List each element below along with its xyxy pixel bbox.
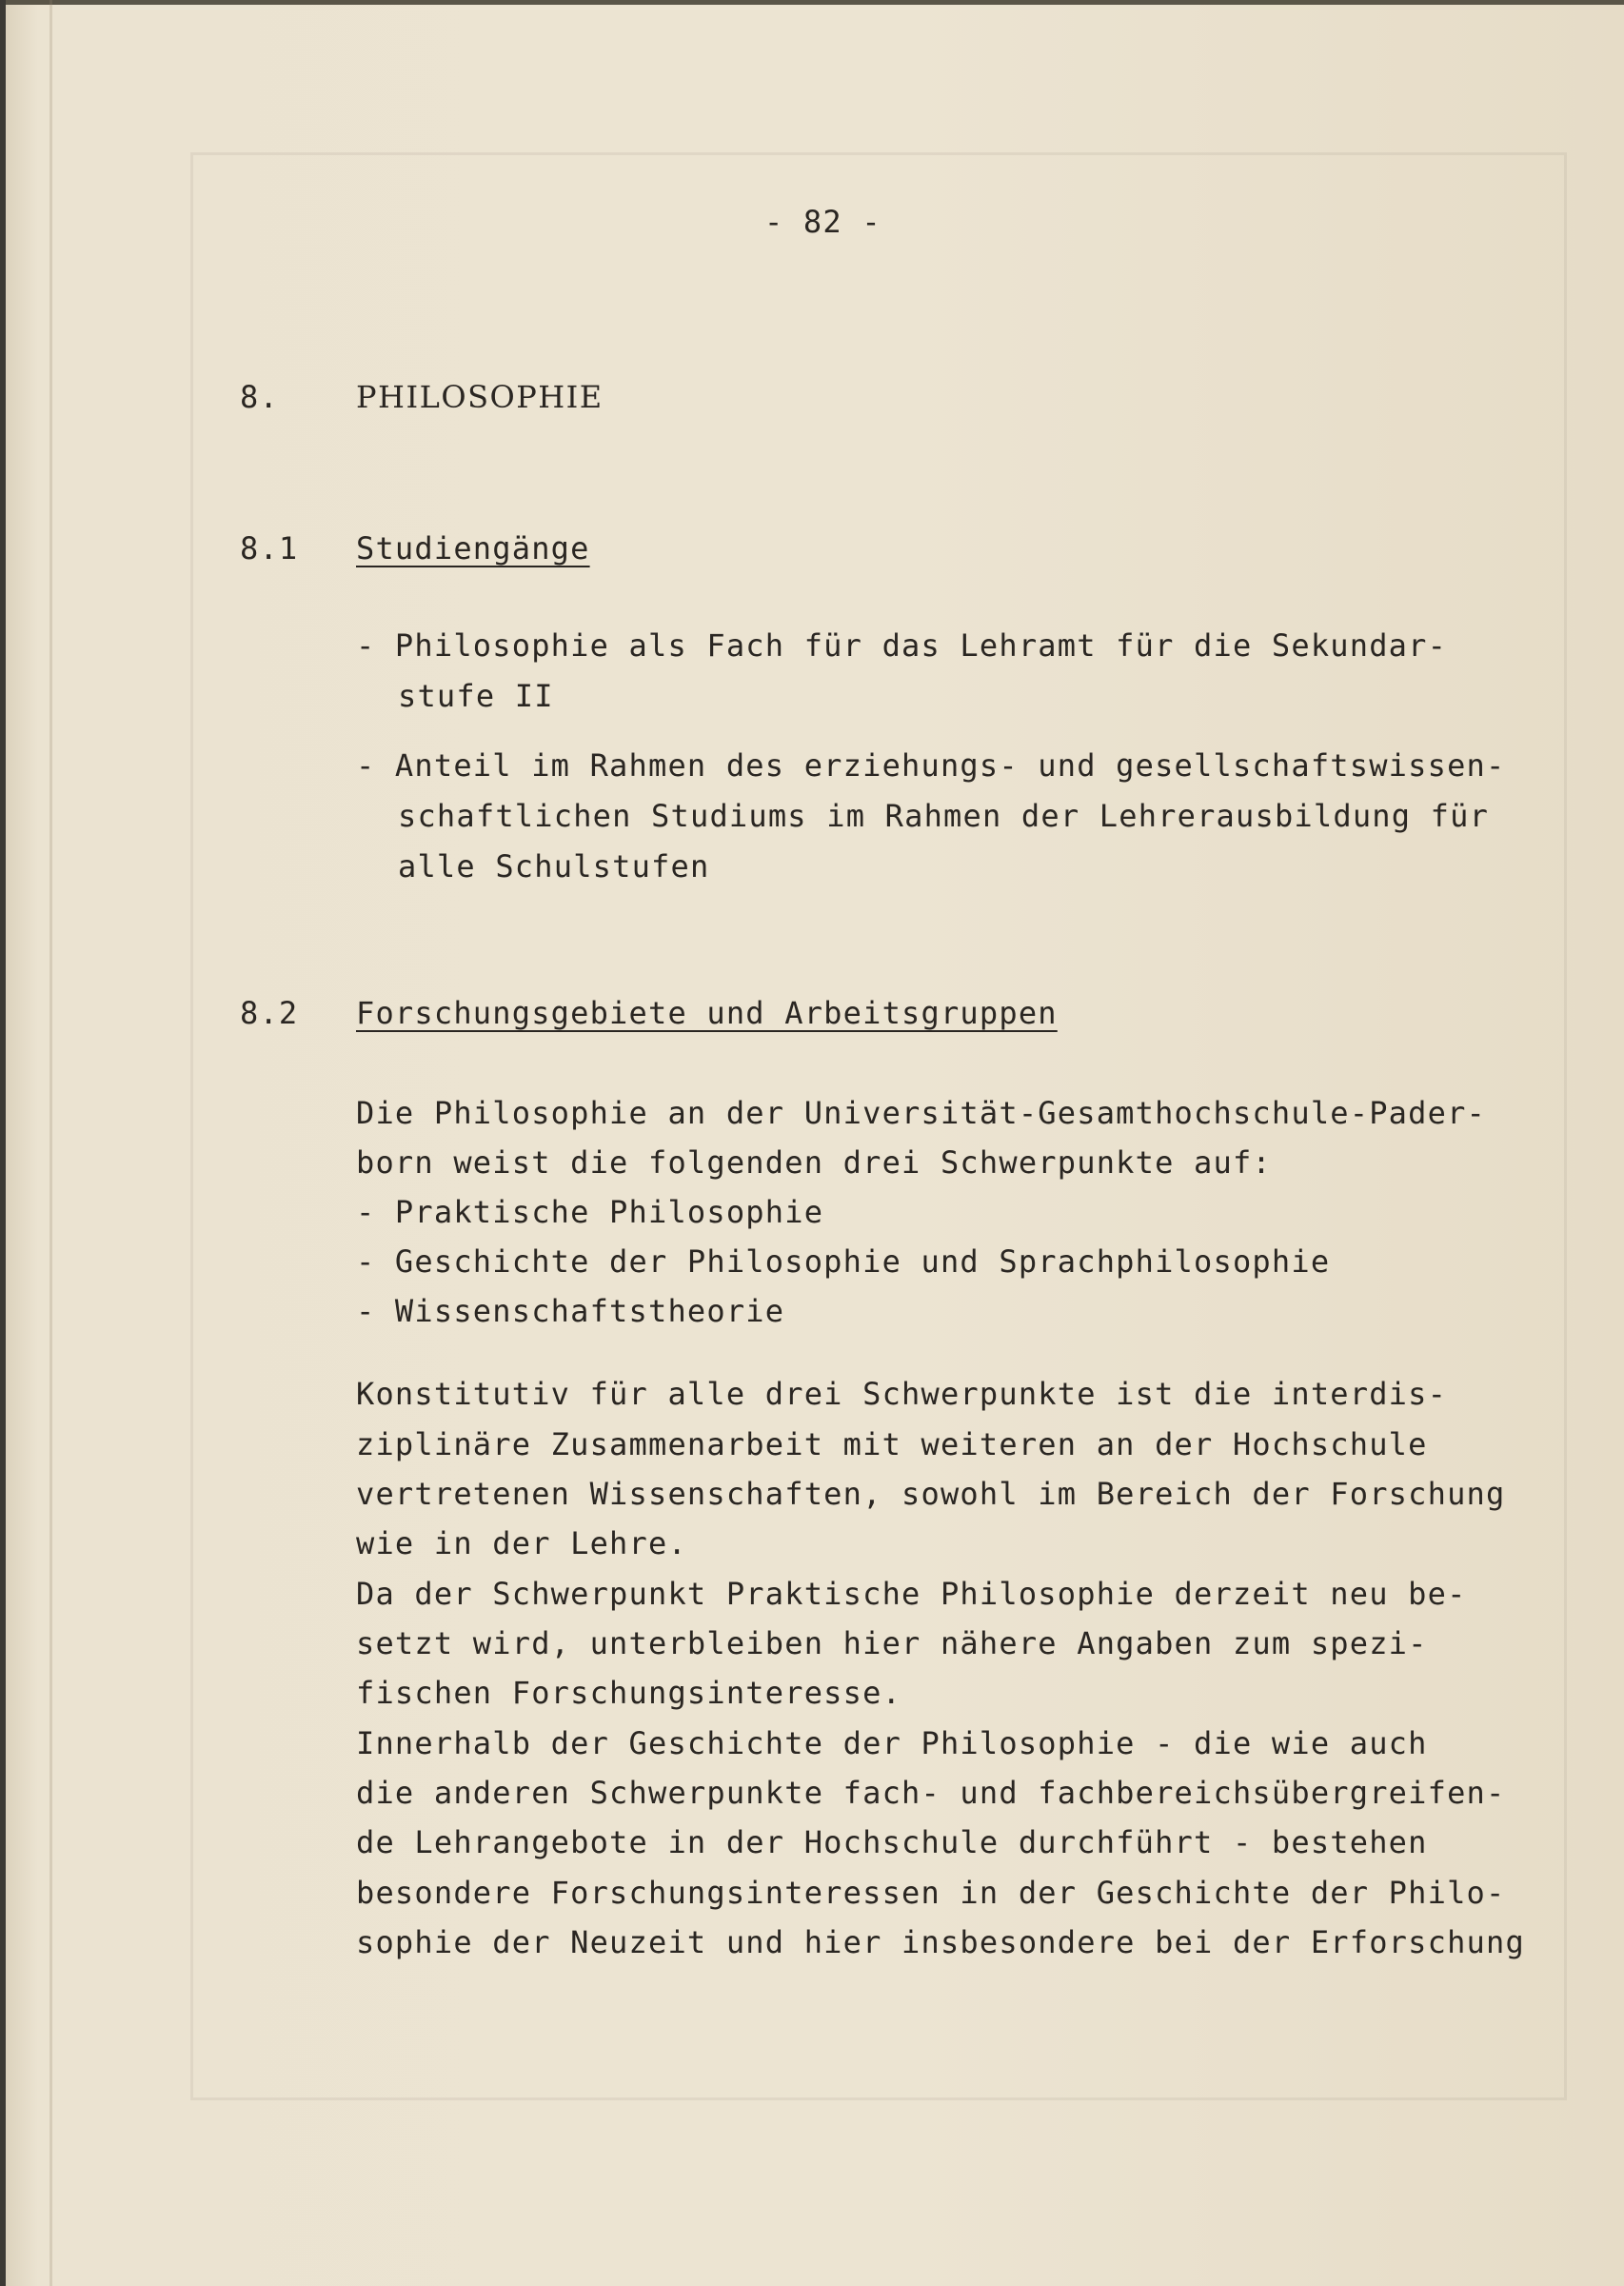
text-line: ziplinäre Zusammenarbeit mit weiteren an der Hochschule: [356, 1426, 1428, 1462]
text-line: alle Schulstufen: [398, 848, 710, 885]
list-item: - Praktische Philosophie: [356, 1194, 824, 1230]
text-line: fischen Forschungsinteresse.: [356, 1675, 902, 1711]
text-line: die anderen Schwerpunkte fach- und fachbereichsübergreifen-: [356, 1775, 1506, 1811]
scan-edge-top: [0, 0, 1624, 5]
text-line: - Anteil im Rahmen des erziehungs- und gesellschaftswissen-: [356, 747, 1506, 784]
text-line: Da der Schwerpunkt Praktische Philosophie derzeit neu be-: [356, 1576, 1467, 1612]
text-line: born weist die folgenden drei Schwerpunkte auf:: [356, 1144, 1272, 1181]
scan-edge-left: [0, 0, 6, 2286]
subsection-number: 8.2: [240, 995, 299, 1031]
section-title: PHILOSOPHIE: [356, 379, 604, 415]
text-line: schaftlichen Studiums im Rahmen der Lehrerausbildung für: [398, 798, 1490, 834]
page-number: - 82 -: [764, 204, 881, 240]
text-line: stufe II: [398, 678, 554, 714]
text-line: de Lehrangebote in der Hochschule durchführt - bestehen: [356, 1824, 1428, 1860]
text-line: wie in der Lehre.: [356, 1525, 687, 1561]
section-number: 8.: [240, 379, 279, 415]
subsection-number: 8.1: [240, 530, 299, 567]
text-line: sophie der Neuzeit und hier insbesondere bei der Erforschung: [356, 1924, 1525, 1960]
text-line: vertretenen Wissenschaften, sowohl im Bereich der Forschung: [356, 1476, 1506, 1512]
text-line: Konstitutiv für alle drei Schwerpunkte ist die interdis-: [356, 1376, 1448, 1412]
list-item: - Wissenschaftstheorie: [356, 1293, 785, 1329]
subsection-title: Studiengänge: [356, 530, 590, 567]
text-line: Innerhalb der Geschichte der Philosophie - die wie auch: [356, 1725, 1428, 1761]
list-item: - Geschichte der Philosophie und Sprachphilosophie: [356, 1243, 1331, 1280]
subsection-title: Forschungsgebiete und Arbeitsgruppen: [356, 995, 1058, 1031]
text-line: besondere Forschungsinteressen in der Geschichte der Philo-: [356, 1875, 1506, 1911]
text-line: setzt wird, unterbleiben hier nähere Angaben zum spezi-: [356, 1625, 1428, 1661]
text-line: Die Philosophie an der Universität-Gesamthochschule-Pader-: [356, 1095, 1487, 1131]
page-fold: [50, 0, 52, 2286]
text-line: - Philosophie als Fach für das Lehramt für die Sekundar-: [356, 627, 1448, 664]
